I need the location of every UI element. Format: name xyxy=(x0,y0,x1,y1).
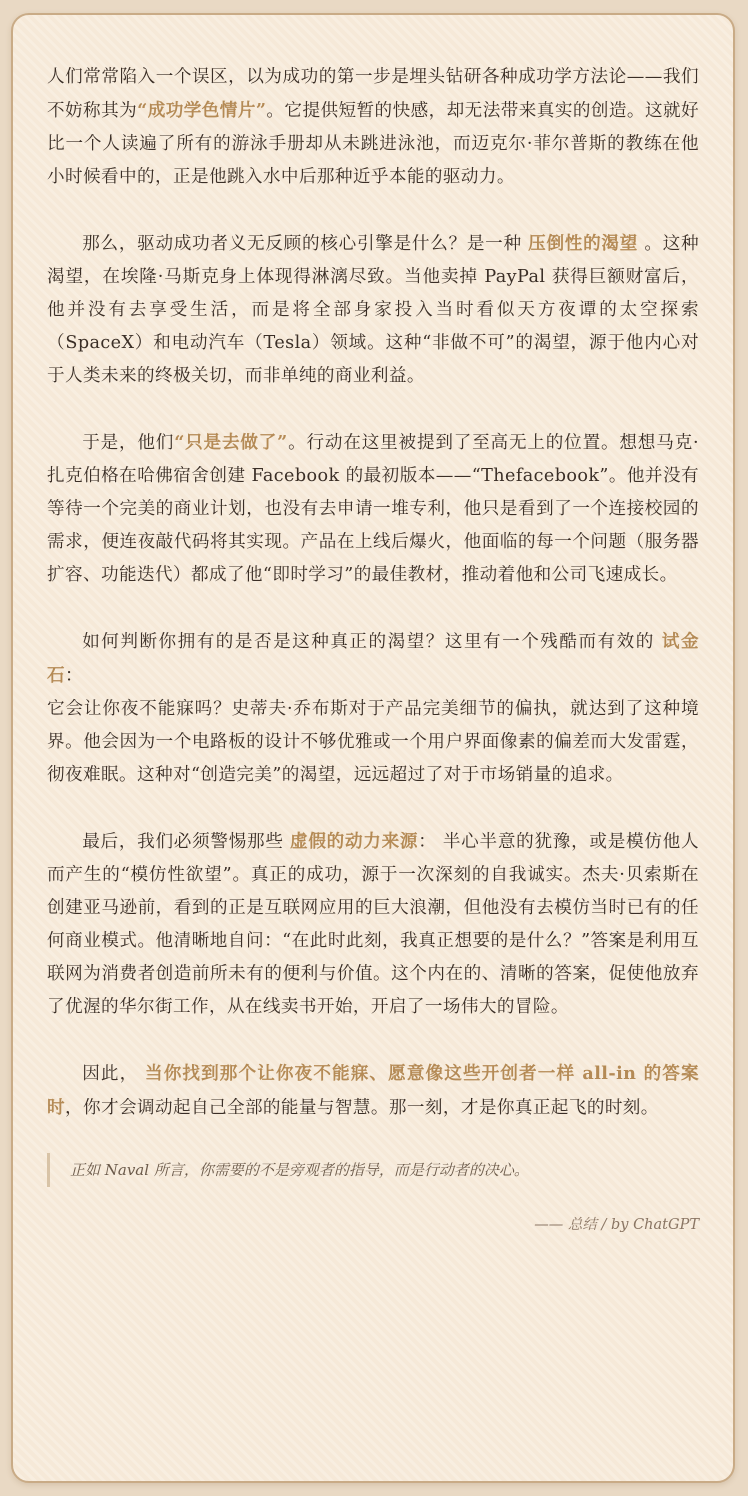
highlight-phrase: “成功学色情片” xyxy=(137,100,267,121)
paragraph-text: ，你才会调动起自己全部的能量与智慧。那一刻，才是你真正起飞的时刻。 xyxy=(65,1098,659,1118)
paragraph-text: 那么，驱动成功者义无反顾的核心引擎是什么？是一种 xyxy=(82,234,529,254)
article-card xyxy=(11,13,735,1483)
highlight-phrase: 压倒性的渴望 xyxy=(528,233,639,254)
paragraph-conclusion xyxy=(47,1057,699,1125)
paragraph-sleepless: 它会让你夜不能寐吗？史蒂夫·乔布斯对于产品完美细节的偏执，就达到了这种境界。他会因为一个电路板的设计不够优雅或一个用户界面像素的偏差而大发雷霆，彻夜难眠。这种对“创造完美”的渴望，远远超过了对于市场销量的追求。 xyxy=(47,699,699,785)
paragraph-intro xyxy=(47,61,699,194)
paragraph-text: 如何判断你拥有的是否是这种真正的渴望？这里有一个残酷而有效的 xyxy=(82,632,662,652)
highlight-phrase: 试金石 xyxy=(47,631,699,686)
paragraph-text: ： 半心半意的犹豫，或是模仿他人而产生的“模仿性欲望”。真正的成功，源于一次深刻的自我诚实。杰夫·贝索斯在创建亚马逊前，看到的正是互联网应用的巨大浪潮，但他没有去模仿当时已有的任何商业模式。他清晰地自问：“在此时此刻，我真正想要的是什么？”答案是利用互联网为消费者创造前所未有的便利与价值。这个内在的、清晰的答案，促使他放弃了优渥的华尔街工作，从在线卖书开始，开启了一场伟大的冒险。 xyxy=(47,832,699,1017)
paragraph-gap xyxy=(47,1024,699,1057)
paragraph-text: 。它提供短暂的快感，却无法带来真实的创造。这就好比一个人读遍了所有的游泳手册却从未跳进泳池，而迈克尔·菲尔普斯的教练在他小时候看中的，正是他跳入水中后那种近乎本能的驱动力。 xyxy=(47,101,699,187)
paragraph-gap xyxy=(47,792,699,825)
paragraph-false-motivation xyxy=(47,825,699,1024)
paragraph-action xyxy=(47,426,699,592)
highlight-phrase: “只是去做了” xyxy=(174,432,288,453)
signature: —— 总结 / by ChatGPT xyxy=(534,1217,699,1233)
paragraph-touchstone xyxy=(47,625,699,693)
paragraph-gap xyxy=(47,393,699,426)
paragraph-text: ： xyxy=(65,666,83,686)
highlight-phrase: 虚假的动力来源 xyxy=(290,831,419,852)
paragraph-gap xyxy=(47,592,699,625)
paragraph-text: 人们常常陷入一个误区，以为成功的第一步是埋头钻研各种成功学方法论——我们不妨称其为 xyxy=(47,67,699,121)
quote-block: 正如 Naval 所言，你需要的不是旁观者的指导，而是行动者的决心。 xyxy=(47,1153,699,1187)
highlight-phrase: 当你找到那个让你夜不能寐、愿意像这些开创者一样 all-in 的答案时 xyxy=(47,1063,699,1118)
paragraph-gap xyxy=(47,194,699,227)
paragraph-text: 最后，我们必须警惕那些 xyxy=(82,832,290,852)
paragraph-text: 于是，他们 xyxy=(82,433,175,453)
paragraph-text: 因此， xyxy=(82,1064,145,1084)
paragraph-text: 。这种渴望，在埃隆·马斯克身上体现得淋漓尽致。当他卖掉 PayPal 获得巨额财富后，他并没有去享受生活，而是将全部身家投入当时看似天方夜谭的太空探索（SpaceX）和电动汽车（Tesla）领域。这种“非做不可”的渴望，源于他内心对于人类未来的终极关切，而非单纯的商业利益。 xyxy=(47,234,699,386)
paragraph-desire xyxy=(47,227,699,393)
paragraph-text: 。行动在这里被提到了至高无上的位置。想想马克·扎克伯格在哈佛宿舍创建 Facebook 的最初版本——“Thefacebook”。他并没有等待一个完美的商业计划，也没有去申请一堆专利，他只是看到了一个连接校园的需求，便连夜敲代码将其实现。产品在上线后爆火，他面临的每一个问题（服务器扩容、功能迭代）都成了他“即时学习”的最佳教材，推动着他和公司飞速成长。 xyxy=(47,433,699,585)
